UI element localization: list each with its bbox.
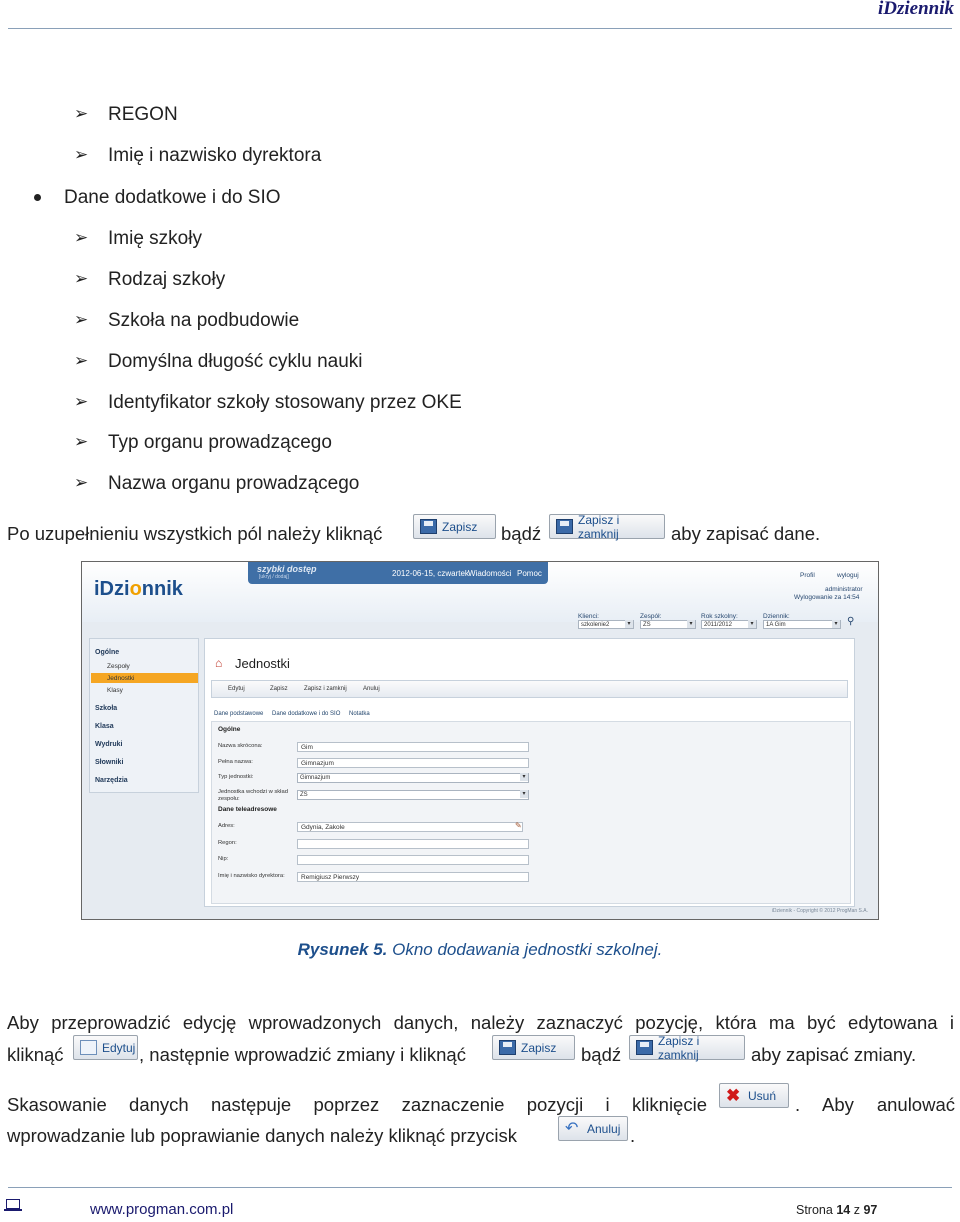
units-icon: ⌂ bbox=[215, 656, 223, 670]
arrow-bullet-icon: ➢ bbox=[74, 145, 89, 164]
zapisz-button-image bbox=[492, 1035, 575, 1060]
document-header-title: iDziennik bbox=[877, 0, 954, 19]
filter-journal-select[interactable]: 1A Gim ▾ bbox=[763, 620, 841, 629]
quick-access-sub: [ukryj / dodaj] bbox=[259, 574, 289, 580]
header-rule bbox=[8, 28, 952, 29]
button-label: Zapisz bbox=[442, 519, 478, 534]
paragraph-text: aby zapisać dane. bbox=[671, 523, 821, 544]
sidebar-item-class[interactable]: Klasa bbox=[95, 723, 114, 730]
paragraph-text: bądź bbox=[501, 523, 542, 544]
filter-team-select[interactable]: ZS ▾ bbox=[640, 620, 696, 629]
sidebar-sub-units[interactable]: Jednostki bbox=[107, 675, 135, 682]
date-label: 2012-06-15, czwartek bbox=[392, 569, 469, 578]
page-title: Jednostki bbox=[235, 656, 290, 671]
paragraph-text: aby zapisać zmiany. bbox=[751, 1044, 917, 1065]
undo-icon: ↶ bbox=[565, 1120, 579, 1137]
paragraph-text: Po uzupełnieniu wszystkich pól należy kliknąć bbox=[7, 523, 383, 544]
field-label: Pełna nazwa: bbox=[218, 759, 253, 765]
list-item: Nazwa organu prowadzącego bbox=[108, 473, 360, 494]
sidebar-item-general[interactable]: Ogólne bbox=[95, 649, 120, 656]
filter-year-select[interactable]: 2011/2012 ▾ bbox=[701, 620, 757, 629]
button-label: Zapisz i zamknij bbox=[658, 1033, 700, 1062]
button-label: Zapisz bbox=[521, 1040, 557, 1055]
arrow-bullet-icon: ➢ bbox=[74, 104, 89, 123]
button-label: Anuluj bbox=[587, 1121, 621, 1136]
sidebar-item-school[interactable]: Szkoła bbox=[95, 705, 118, 712]
list-item: Imię szkoły bbox=[108, 228, 202, 249]
toolbar-save-close[interactable]: Zapisz i zamknij bbox=[304, 686, 347, 692]
section-bullet: Dane dodatkowe i do SIO bbox=[64, 187, 281, 208]
paragraph-text: wprowadzanie lub poprawianie danych należy kliknąć przycisk bbox=[7, 1125, 518, 1146]
sidebar-sub-classes[interactable]: Klasy bbox=[107, 687, 123, 694]
unit-form bbox=[211, 721, 851, 904]
address-field[interactable]: Gdynia, Zakole bbox=[297, 822, 523, 832]
nip-field[interactable] bbox=[297, 855, 529, 865]
user-name: administrator bbox=[825, 586, 863, 593]
zapisz-i-zamknij-button-image bbox=[549, 514, 665, 539]
app-copyright: iDziennik - Copyright © 2012 ProgMan S.A. bbox=[771, 908, 868, 914]
list-item: Domyślna długość cyklu nauki bbox=[108, 351, 363, 372]
list-item: Typ organu prowadzącego bbox=[108, 432, 332, 453]
anuluj-button-image bbox=[558, 1116, 628, 1141]
field-label: Adres: bbox=[218, 823, 235, 829]
profile-link[interactable]: Profil bbox=[800, 572, 815, 579]
section-general: Ogólne bbox=[218, 726, 241, 733]
paragraph-text: Aby przeprowadzić edycję wprowadzonych danych, należy zaznaczyć pozycję, która ma być edytowana i bbox=[7, 1012, 954, 1033]
footer-page-number: Strona 14 z 97 bbox=[796, 1203, 878, 1217]
app-sidebar bbox=[89, 638, 199, 793]
director-field[interactable]: Remigiusz Pierwszy bbox=[297, 872, 529, 882]
edit-icon bbox=[80, 1040, 97, 1055]
field-label: Regon: bbox=[218, 840, 237, 846]
filter-label: Zespół: bbox=[640, 613, 662, 620]
toolbar-save[interactable]: Zapisz bbox=[270, 686, 288, 692]
pencil-icon[interactable]: ✎ bbox=[515, 821, 522, 830]
paragraph-text: , następnie wprowadzić zmiany i kliknąć bbox=[139, 1044, 466, 1065]
floppy-disk-icon bbox=[499, 1040, 516, 1055]
filter-clients-select[interactable]: szkolenie2 ▾ bbox=[578, 620, 634, 629]
field-label: Nazwa skrócona: bbox=[218, 743, 263, 749]
field-label: Imię i nazwisko dyrektora: bbox=[218, 873, 285, 879]
floppy-disk-icon bbox=[556, 519, 573, 534]
short-name-field[interactable]: Gim bbox=[297, 742, 529, 752]
quick-access-label[interactable]: szybki dostęp bbox=[257, 564, 317, 574]
footer-url[interactable]: www.progman.com.pl bbox=[90, 1201, 234, 1218]
logout-link[interactable]: wyloguj bbox=[837, 572, 859, 579]
arrow-bullet-icon: ➢ bbox=[74, 392, 89, 411]
full-name-field[interactable]: Gimnazjum bbox=[297, 758, 529, 768]
tab-sio[interactable]: Dane dodatkowe i do SIO bbox=[272, 711, 341, 717]
zapisz-i-zamknij-button-image bbox=[629, 1035, 745, 1060]
paragraph-text: Skasowanie danych następuje poprzez zaznaczenie pozycji i kliknięcie bbox=[7, 1094, 707, 1115]
list-item: REGON bbox=[108, 104, 178, 125]
arrow-bullet-icon: ➢ bbox=[74, 473, 89, 492]
tab-note[interactable]: Notatka bbox=[349, 711, 370, 717]
arrow-bullet-icon: ➢ bbox=[74, 228, 89, 247]
sidebar-item-dictionaries[interactable]: Słowniki bbox=[95, 759, 124, 766]
arrow-bullet-icon: ➢ bbox=[74, 269, 89, 288]
section-contact: Dane teleadresowe bbox=[218, 806, 277, 813]
list-item: Szkoła na podbudowie bbox=[108, 310, 300, 331]
delete-x-icon: ✖ bbox=[726, 1086, 741, 1105]
team-select[interactable]: ZS ▾ bbox=[297, 790, 529, 800]
computer-icon bbox=[6, 1199, 20, 1209]
unit-type-select[interactable]: Gimnazjum ▾ bbox=[297, 773, 529, 783]
paragraph-text: . bbox=[630, 1125, 636, 1146]
button-label: Usuń bbox=[748, 1088, 777, 1103]
arrow-bullet-icon: ➢ bbox=[74, 310, 89, 329]
app-main-panel bbox=[204, 638, 855, 907]
figure-caption: Rysunek 5. Okno dodawania jednostki szkolnej. bbox=[297, 940, 663, 959]
app-toolbar bbox=[211, 680, 848, 698]
sidebar-item-prints[interactable]: Wydruki bbox=[95, 741, 123, 748]
footer-rule bbox=[8, 1187, 952, 1188]
paragraph-text: . Aby anulować bbox=[795, 1094, 955, 1115]
tab-basic[interactable]: Dane podstawowe bbox=[214, 711, 264, 717]
search-icon[interactable]: ⚲ bbox=[847, 616, 855, 627]
list-item: Rodzaj szkoły bbox=[108, 269, 226, 290]
arrow-bullet-icon: ➢ bbox=[74, 351, 89, 370]
field-label: Nip: bbox=[218, 856, 229, 862]
paragraph-text: kliknąć bbox=[7, 1044, 64, 1065]
toolbar-cancel[interactable]: Anuluj bbox=[363, 686, 380, 692]
filter-label: Rok szkolny: bbox=[701, 613, 738, 620]
field-label: Typ jednostki: bbox=[218, 774, 254, 780]
app-screenshot bbox=[81, 561, 879, 920]
zapisz-button-image bbox=[413, 514, 496, 539]
bullet-dot-icon bbox=[34, 194, 41, 201]
button-label: Zapisz i zamknij bbox=[578, 512, 620, 541]
edytuj-button-image bbox=[73, 1035, 138, 1060]
floppy-disk-icon bbox=[636, 1040, 653, 1055]
sidebar-sub-teams[interactable]: Zespoły bbox=[107, 663, 130, 670]
nav-help[interactable]: Pomoc bbox=[517, 569, 542, 578]
list-item: Identyfikator szkoły stosowany przez OKE bbox=[108, 392, 462, 413]
app-logo: iDzionnik bbox=[94, 578, 183, 600]
nav-messages[interactable]: Wiadomości bbox=[468, 569, 512, 578]
sidebar-item-tools[interactable]: Narzędzia bbox=[95, 777, 128, 784]
filter-label: Klienci: bbox=[578, 613, 599, 620]
arrow-bullet-icon: ➢ bbox=[74, 432, 89, 451]
filter-label: Dziennik: bbox=[763, 613, 790, 620]
floppy-disk-icon bbox=[420, 519, 437, 534]
logout-timer: Wylogowanie za 14:54 bbox=[794, 594, 860, 601]
list-item: Imię i nazwisko dyrektora bbox=[108, 145, 322, 166]
button-label: Edytuj bbox=[102, 1040, 136, 1055]
toolbar-edit[interactable]: Edytuj bbox=[228, 686, 245, 692]
regon-field[interactable] bbox=[297, 839, 529, 849]
usun-button-image bbox=[719, 1083, 789, 1108]
field-label: Jednostka wchodzi w skład zespołu: bbox=[218, 789, 288, 802]
paragraph-text: bądź bbox=[581, 1044, 622, 1065]
